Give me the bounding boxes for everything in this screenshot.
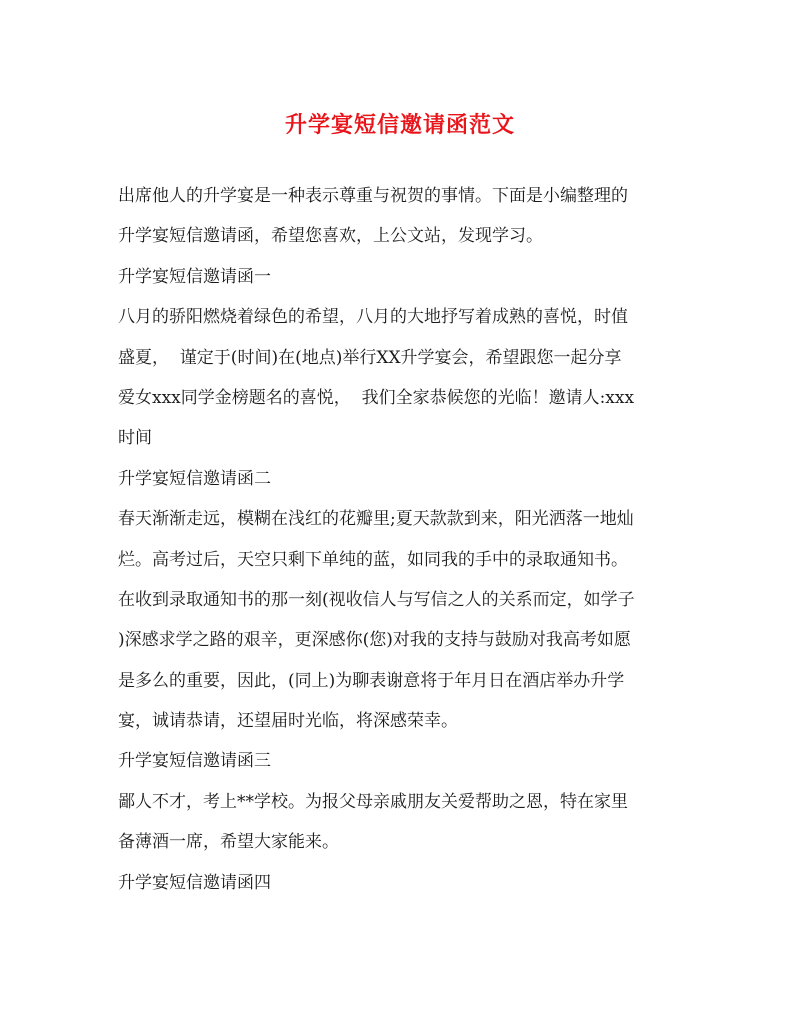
paragraph-line: 宴，诚请恭请，还望届时光临，将深感荣幸。 <box>118 711 458 732</box>
section-heading: 升学宴短信邀请函四 <box>118 872 271 893</box>
section-heading: 升学宴短信邀请函三 <box>118 751 271 772</box>
section-heading: 升学宴短信邀请函一 <box>118 266 271 287</box>
paragraph-line: 烂。高考过后，天空只剩下单纯的蓝，如同我的手中的录取通知书。 <box>118 549 628 570</box>
paragraph-line: 升学宴短信邀请函，希望您喜欢，上公文站，发现学习。 <box>118 226 543 247</box>
section-heading: 升学宴短信邀请函二 <box>118 468 271 489</box>
paragraph-line: )深感求学之路的艰辛，更深感你(您)对我的支持与鼓励对我高考如愿 <box>118 630 631 651</box>
paragraph-line: 时间 <box>118 428 152 449</box>
paragraph-line: 出席他人的升学宴是一种表示尊重与祝贺的事情。下面是小编整理的 <box>118 186 628 206</box>
paragraph-line: 备薄酒一席，希望大家能来。 <box>118 832 339 853</box>
document-title: 升学宴短信邀请函范文 <box>284 112 515 138</box>
paragraph-line: 是多么的重要，因此，(同上)为聊表谢意将于年月日在酒店举办升学 <box>118 670 625 691</box>
paragraph-line: 爱女xxx同学金榜题名的喜悦， 我们全家恭候您的光临！邀请人:xxx <box>118 387 635 408</box>
paragraph-line: 八月的骄阳燃烧着绿色的希望，八月的大地抒写着成熟的喜悦，时值 <box>118 307 628 328</box>
paragraph-line: 鄙人不才，考上**学校。为报父母亲戚朋友关爱帮助之恩，特在家里 <box>118 791 628 812</box>
paragraph-line: 在收到录取通知书的那一刻(视收信人与写信之人的关系而定，如学子 <box>118 589 635 610</box>
paragraph-line: 盛夏， 谨定于(时间)在(地点)举行XX升学宴会，希望跟您一起分享 <box>118 347 622 368</box>
paragraph-line: 春天渐渐走远，模糊在浅红的花瓣里;夏天款款到来，阳光洒落一地灿 <box>118 509 634 530</box>
document-body <box>118 176 688 903</box>
